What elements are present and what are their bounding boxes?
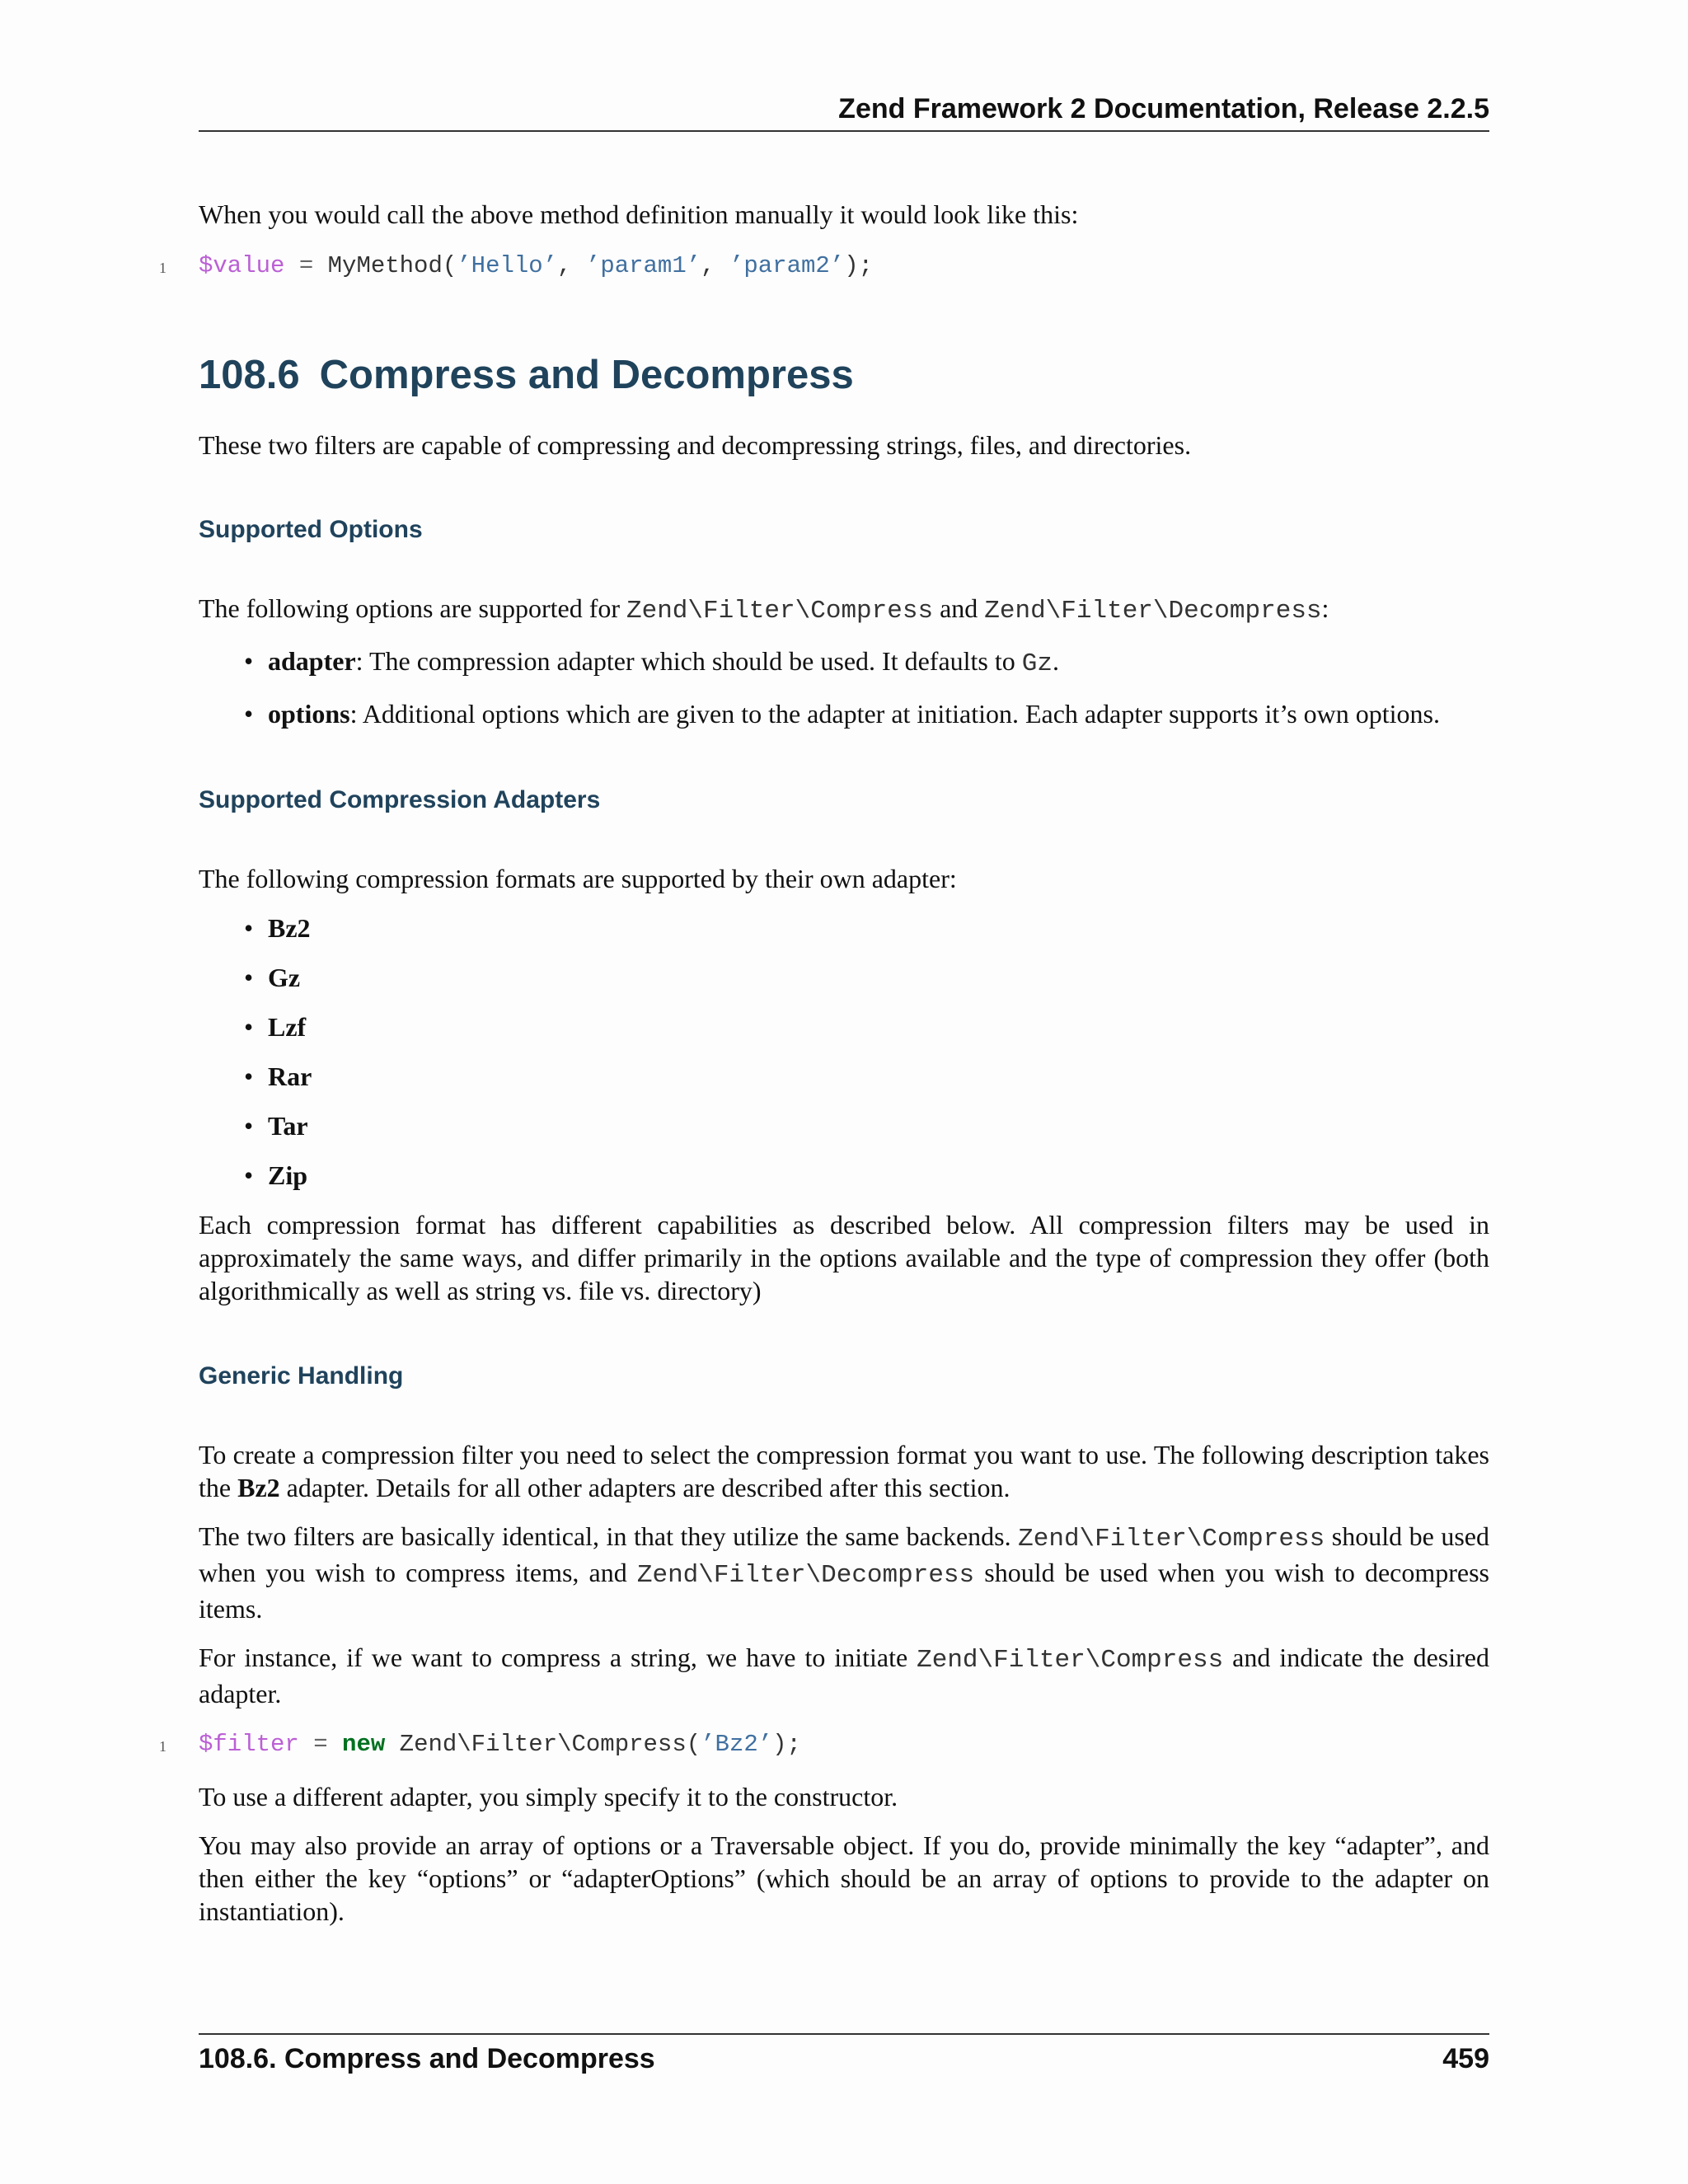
code-operator: =	[298, 1731, 343, 1758]
adapters-description: Each compression format has different capabilities as described below. All compression filters may be used in approximately the same ways, and differ primarily in the options available and the type of compression they offer (both algorithmically as well as string vs. file vs. directory)	[199, 1210, 1489, 1305]
code-separator: ,	[701, 252, 729, 279]
page-content	[159, 198, 1490, 1928]
inline-code: Zend\Filter\Compress	[917, 1646, 1224, 1675]
heading-supported-adapters: Supported Compression Adapters	[199, 786, 601, 813]
code-end: );	[772, 1731, 801, 1758]
code-string: ’param2’	[729, 252, 845, 279]
code-string: ’Hello’	[457, 252, 558, 279]
generic-paragraph-3: For instance, if we want to compress a string, we have to initiate Zend\Filter\Compress and indicate the desired adapter.	[199, 1643, 1490, 1708]
code-call: Zend\Filter\Compress(	[385, 1731, 701, 1758]
code-block-mymethod	[159, 250, 1489, 283]
inline-code: Zend\Filter\Decompress	[636, 1561, 975, 1590]
list-item: • Tar	[199, 1109, 1489, 1142]
code-string: ’param1’	[585, 252, 701, 279]
code-operator: =	[284, 252, 328, 279]
section-number: 108.6	[199, 353, 300, 397]
inline-code: Zend\Filter\Compress	[1018, 1525, 1325, 1554]
list-item: • Gz	[199, 961, 1489, 994]
list-item: • Rar	[199, 1060, 1489, 1093]
running-title: Zend Framework 2 Documentation, Release 2.2.5	[838, 93, 1489, 124]
list-item: • adapter: The compression adapter which should be used. It defaults to Gz.	[199, 644, 1489, 681]
list-item: • Zip	[199, 1159, 1489, 1192]
inline-code: Zend\Filter\Decompress	[984, 597, 1322, 626]
generic-paragraph-5: You may also provide an array of options or a Traversable object. If you do, provide minimally the key “adapter”, and then either the key “options” or “adapterOptions” (which should be an array of options to provide to the adapter on instantiation).	[199, 1830, 1489, 1926]
code-line-number: 1	[159, 1738, 166, 1755]
code-end: );	[844, 252, 874, 279]
page-number: 459	[1442, 2043, 1489, 2074]
code-separator: ,	[557, 252, 586, 279]
inline-code: Gz	[1021, 649, 1053, 678]
adapters-lead: The following compression formats are supported by their own adapter:	[199, 864, 957, 893]
generic-paragraph-4: To use a different adapter, you simply specify it to the constructor.	[199, 1782, 898, 1811]
heading-generic-handling: Generic Handling	[199, 1362, 404, 1390]
intro-paragraph: When you would call the above method definition manually it would look like this:	[199, 199, 1079, 229]
list-item: • Bz2	[199, 912, 1489, 944]
code-call: MyMethod(	[327, 252, 457, 279]
generic-paragraph-1: To create a compression filter you need to select the compression format you want to use. The following description takes the Bz2 adapter. Details for all other adapters are described after this section.	[199, 1440, 1489, 1502]
code-block-filter	[159, 1728, 1489, 1761]
generic-paragraph-2: The two filters are basically identical, in that they utilize the same backends. Zend\Filter\Compress should be used when you wish to compress items, and Zend\Filter\Decompress should be used when you wish to decompress items.	[199, 1521, 1490, 1624]
code-variable: $filter	[199, 1731, 299, 1758]
heading-supported-options: Supported Options	[199, 516, 423, 543]
adapters-list	[199, 912, 1489, 1192]
page-header	[199, 89, 1489, 132]
options-lead: The following options are supported for Zend\Filter\Compress and Zend\Filter\Decompress:	[199, 593, 1329, 626]
option-term: options	[268, 699, 350, 729]
page-footer	[199, 2033, 1489, 2084]
list-item: • options: Additional options which are given to the adapter at initiation. Each adapter supports it’s own options.	[199, 697, 1489, 730]
inline-code: Zend\Filter\Compress	[626, 597, 934, 626]
section-heading	[199, 350, 1489, 400]
code-keyword: new	[342, 1731, 386, 1758]
code-line-number: 1	[159, 260, 166, 276]
section-intro: These two filters are capable of compressing and decompressing strings, files, and directories.	[199, 430, 1192, 460]
options-list	[199, 644, 1489, 730]
option-term: adapter	[268, 646, 356, 676]
code-string: ’Bz2’	[701, 1731, 773, 1758]
list-item: • Lzf	[199, 1010, 1489, 1043]
section-title: Compress and Decompress	[319, 353, 854, 397]
code-variable: $value	[199, 252, 285, 279]
footer-section-title: 108.6. Compress and Decompress	[199, 2043, 655, 2074]
